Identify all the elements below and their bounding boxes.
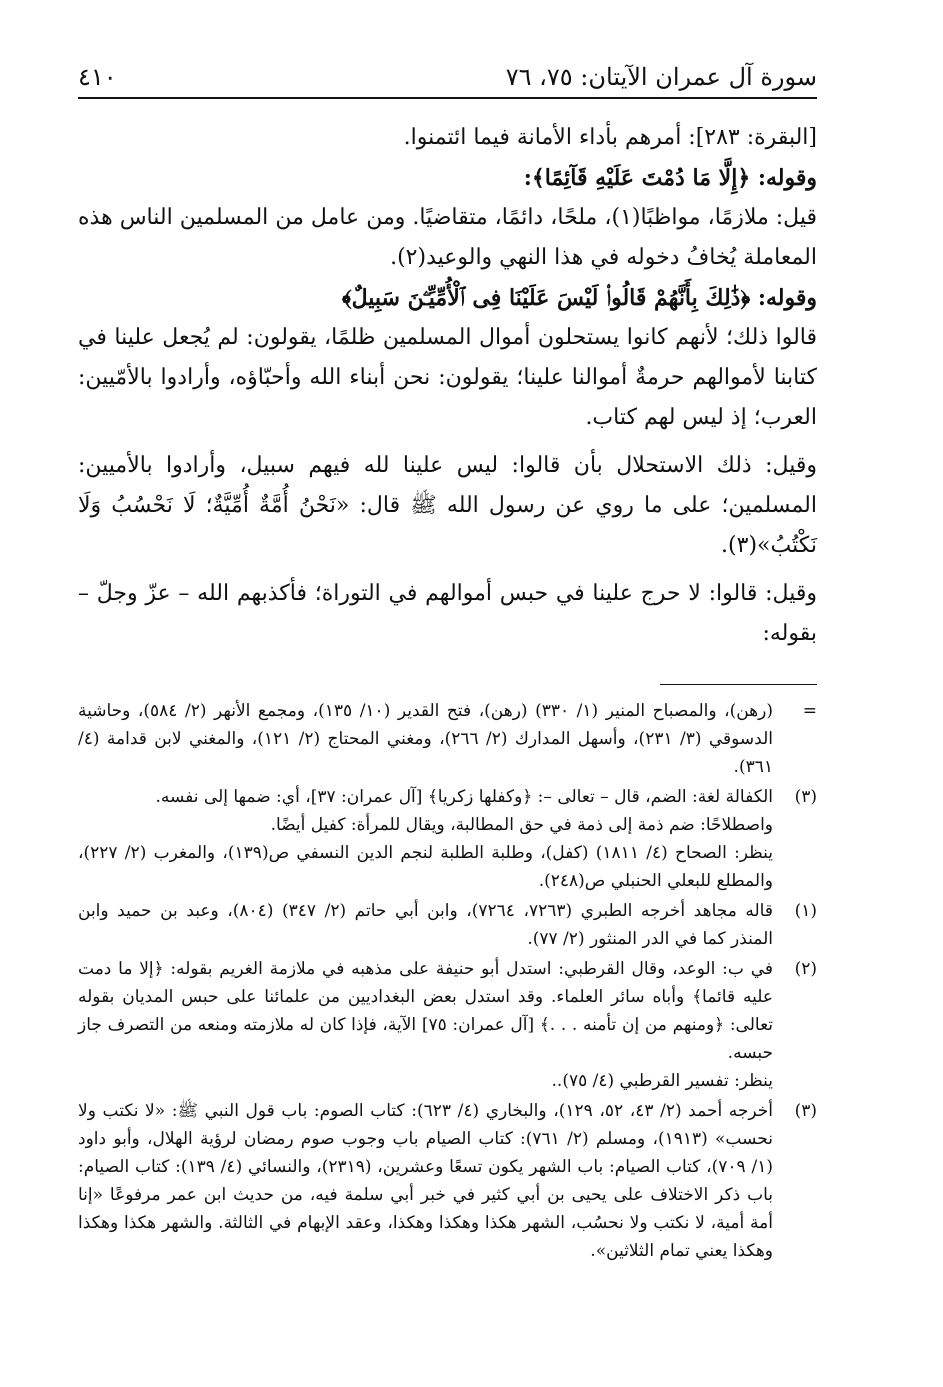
footnote-text: أخرجه أحمد (٢/ ٤٣، ٥٢، ١٢٩)، والبخاري (٤/ ٦٢٣): كتاب الصوم: باب قول النبي ﷺ: «لا نكتب ولا نحسب» (١٩١٣)، ومسلم (٢/ ٧٦١): كتاب الصيام باب وجوب صوم رمضان لرؤية الهلال، وأبو داود (١/ ٧٠٩)، كتاب الصيام: باب الشهر يكون تسعًا وعشرين، (٢٣١٩)، والنسائي (٤/ ١٣٩): كتاب الصيام: باب ذكر الاختلاف على يحيى بن أبي كثير في خبر أبي سلمة فيه، من حديث ابن عمر مرفوعًا «إنا أمة أمية، لا نكتب ولا نحسُب، الشهر هكذا وهكذا وهكذا، وعقد الإبهام في الثالثة. والشهر هكذا وهكذا وهكذا يعني تمام الثلاثين». [78,1101,774,1261]
running-title: سورة آل عمران الآيتان: ٧٥، ٧٦ [505,63,817,91]
footnote-text: قاله مجاهد أخرجه الطبري (٧٢٦٣، ٧٢٦٤)، وابن أبي حاتم (٢/ ٣٤٧) (٨٠٤)، وعبد بن حميد وابن المنذر كما في الدر المنثور (٢/ ٧٧). [78,901,773,949]
page-number: ٤١٠ [78,63,117,91]
verse-line: وقوله: ﴿ذَٰلِكَ بِأَنَّهُمْ قَالُوا۟ لَيْسَ عَلَيْنَا فِى ٱلْأُمِّيِّـۧنَ سَبِيلٌ﴾ [341,285,817,311]
verse-line: وقوله: ﴿إِلَّا مَا دُمْتَ عَلَيْهِ قَآئِمًا﴾: [523,165,817,191]
footnote-marker: (٢) [794,959,817,979]
footnote-body [78,783,773,895]
paragraph: وقيل: قالوا: لا حرج علينا في حبس أموالهم في التوراة؛ فأكذبهم الله – عزّ وجلّ – بقوله: [78,581,817,646]
footnote [78,783,817,895]
header-divider [78,97,817,99]
footnote-body [78,897,773,953]
paragraph: قالوا ذلك؛ لأنهم كانوا يستحلون أموال المسلمين ظلمًا، يقولون: لم يُجعل علينا في كتابنا لأموالهم حرمةٌ أموالنا علينا؛ يقولون: نحن أبناء الله وأحبّاؤه، وأرادوا بالأمّيين: العرب؛ إذ ليس لهم كتاب. [78,325,817,430]
footnote-divider [660,684,817,685]
footnote-text: (رهن)، والمصباح المنير (١/ ٣٣٠) (رهن)، فتح القدير (١٠/ ١٣٥)، ومجمع الأنهر (٢/ ٥٨٤)، وحاشية الدسوقي (٣/ ٢٣١)، وأسهل المدارك (٢/ ٢٦٦)، ومغني المحتاج (٢/ ١٢١)، والمغني لابن قدامة (٤/ ٣٦١). [78,701,773,777]
footnote [78,1097,817,1265]
footnote-marker: (١) [794,901,817,921]
footnote-text: ينظر: تفسير القرطبي (٤/ ٧٥).. [551,1071,773,1091]
footnote-body [78,1097,773,1265]
footnote-text: في ب: الوعد، وقال القرطبي: استدل أبو حنيفة على مذهبه في ملازمة الغريم بقوله: ﴿إلا ما دمت عليه قائما﴾ وأباه سائر العلماء. وقد استدل بعض البغداديين من علمائنا على حبس المديان بقوله تعالى: ﴿ومنهم من إن تأمنه . . .﴾ [آل عمران: ٧٥] الآية، فإذا كان له ملازمته ومنعه من التصرف جاز حبسه. [78,959,774,1063]
footnote-marker: = [802,701,817,721]
paragraph: وقيل: ذلك الاستحلال بأن قالوا: ليس علينا لله فيهم سبيل، وأرادوا بالأميين: المسلمين؛ على ما روي عن رسول الله ﷺ قال: «نَحْنُ أُمَّةٌ أُمِّيَّةٌ؛ لَا نَحْسُبُ وَلَا نَكْتُبُ»(٣). [78,453,817,558]
footnote-text: الكفالة لغة: الضم، قال – تعالى –: ﴿وكفلها زكريا﴾ [آل عمران: ٣٧]، أي: ضمها إلى نفسه. [155,787,773,807]
paragraph: قيل: ملازمًا، مواظبًا(١)، ملحًا، دائمًا، متقاضيًا. ومن عامل من المسلمين الناس هذه المعاملة يُخافُ دخوله في هذا النهي والوعيد(٢). [78,205,817,270]
footnote-text: ينظر: الصحاح (٤/ ١٨١١) (كفل)، وطلبة الطلبة لنجم الدين النسفي ص(١٣٩)، والمغرب (٢/ ٢٢٧)، والمطلع للبعلي الحنبلي ص(٢٤٨). [78,843,773,891]
footnote-marker: (٣) [794,787,817,807]
footnote [78,897,817,953]
footnote-body [78,697,773,781]
footnotes [78,697,817,1267]
running-header [78,56,817,94]
paragraph: [البقرة: ٢٨٣]: أمرهم بأداء الأمانة فيما ائتمنوا. [403,125,817,150]
main-text [78,118,817,654]
footnote-body [78,955,773,1095]
footnote [78,955,817,1095]
footnote-continuation [78,697,817,781]
footnote-text: واصطلاحًا: ضم ذمة إلى ذمة في حق المطالبة، ويقال للمرأة: كفيل أيضًا. [270,815,773,835]
footnote-marker: (٣) [794,1101,817,1121]
